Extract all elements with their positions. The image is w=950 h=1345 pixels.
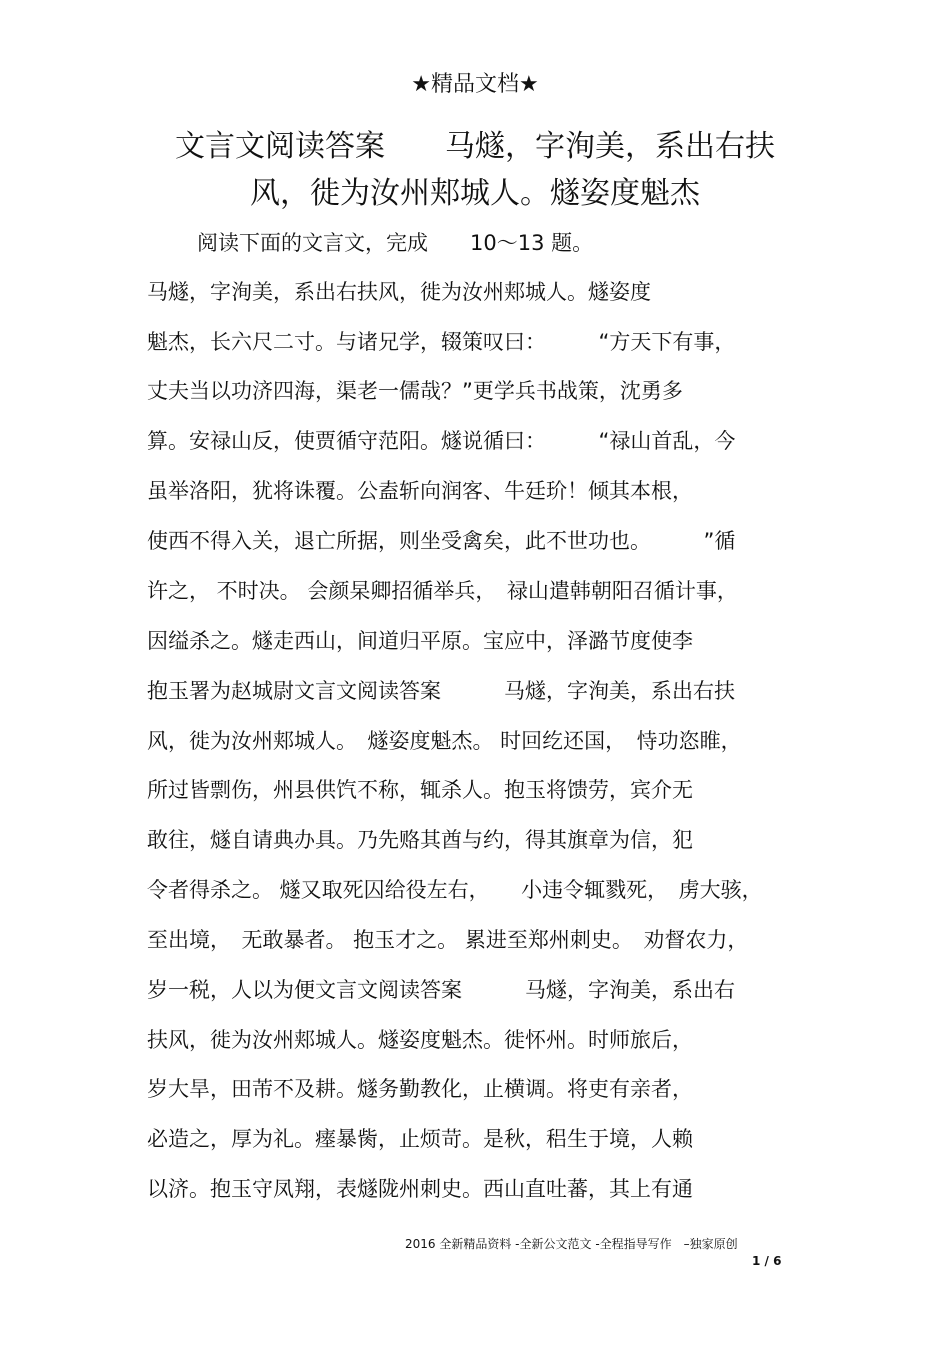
passage-line: 风，徙为汝州郏城人。 燧姿度魁杰。 时回纥还国， 恃功恣睢， (147, 729, 742, 753)
passage-line: 令者得杀之。 燧又取死囚给役左右， 小违令辄戮死， 虏大骇， (147, 878, 763, 902)
passage-line: 岁大旱，田芾不及耕。燧务勤教化，止横调。将吏有亲者， (147, 1077, 693, 1101)
page-number: 1 / 6 (752, 1254, 782, 1268)
document-header-label: ★精品文档★ (411, 72, 539, 97)
passage-line: 算。安禄山反，使贾循守范阳。燧说循曰： “禄山首乱，今 (147, 429, 736, 453)
passage-line: 所过皆剽伤，州县供饩不称，辄杀人。抱玉将馈劳，宾介无 (147, 778, 693, 802)
passage-line: 岁一税，人以为便文言文阅读答案 马燧，字洵美，系出右 (147, 978, 735, 1002)
passage-line: 敢往，燧自请典办具。乃先赂其酋与约，得其旗章为信，犯 (147, 828, 693, 852)
passage-line: 许之， 不时决。 会颜杲卿招循举兵， 禄山遣韩朝阳召循计事， (147, 579, 738, 603)
passage-line: 至出境， 无敢暴者。 抱玉才之。 累进至郑州刺史。 劝督农力， (147, 928, 749, 952)
passage-line: 虽举洛阳，犹将诛覆。公盍斩向润客、牛廷玠！倾其本根， (147, 479, 693, 503)
reading-instruction: 阅读下面的文言文，完成 10～13 题。 (197, 231, 594, 255)
page-footer-text: 2016 全新精品资料 -全新公文范文 -全程指导写作 –独家原创 (405, 1237, 738, 1251)
passage-line: 以济。抱玉守凤翔，表燧陇州刺史。西山直吐蕃，其上有通 (147, 1177, 693, 1201)
passage-line: 必造之，厚为礼。瘗暴胔，止烦苛。是秋，稆生于境，人赖 (147, 1127, 693, 1151)
passage-line: 因缢杀之。燧走西山，间道归平原。宝应中，泽潞节度使李 (147, 629, 693, 653)
passage-line: 抱玉署为赵城尉文言文阅读答案 马燧，字洵美，系出右扶 (147, 679, 735, 703)
passage-line: 马燧，字洵美，系出右扶风，徙为汝州郏城人。燧姿度 (147, 280, 651, 304)
document-title-line-1: 文言文阅读答案 马燧，字洵美，系出右扶 (175, 129, 775, 164)
passage-line: 魁杰，长六尺二寸。与诸兄学，辍策叹曰： “方天下有事， (147, 330, 736, 354)
passage-line: 使西不得入关，退亡所据，则坐受禽矣，此不世功也。 ”循 (147, 529, 736, 553)
passage-line: 丈夫当以功济四海，渠老一儒哉？”更学兵书战策，沈勇多 (147, 379, 683, 403)
document-title-line-2: 风，徙为汝州郏城人。燧姿度魁杰 (250, 176, 700, 211)
passage-line: 扶风，徙为汝州郏城人。燧姿度魁杰。徙怀州。时师旅后， (147, 1028, 693, 1052)
